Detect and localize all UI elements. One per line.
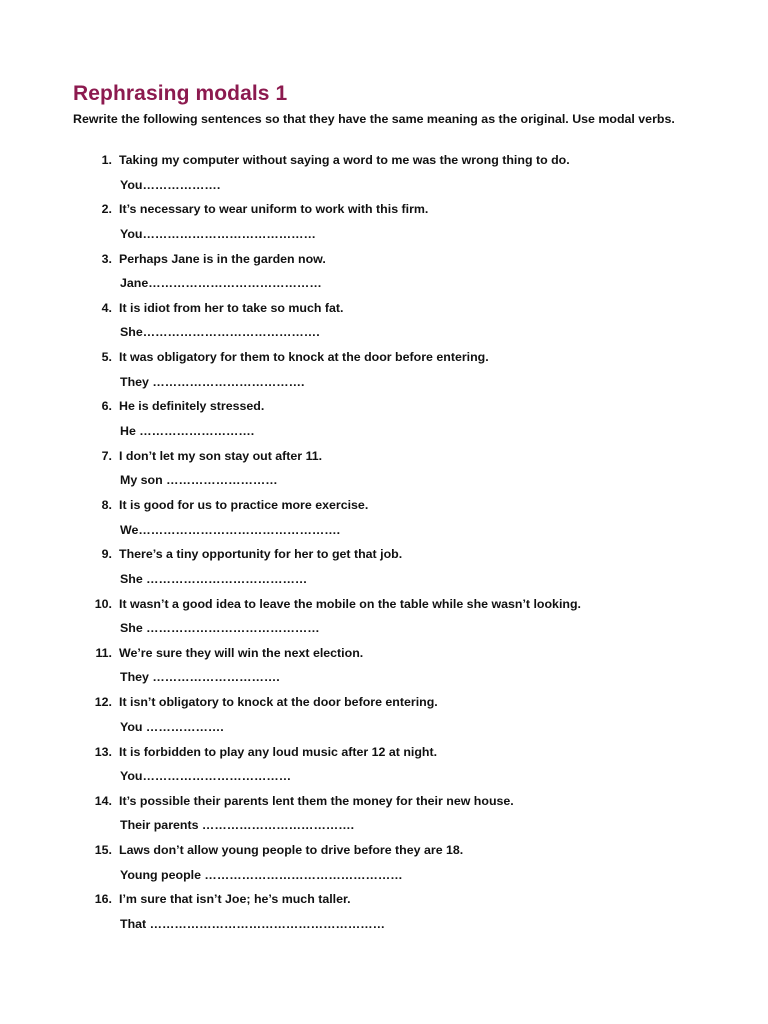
item-sentence: It wasn’t a good idea to leave the mobile on the table while she wasn’t looking. [119, 596, 581, 611]
item-number: 13. [94, 744, 112, 759]
exercise-item-6 [0, 397, 768, 446]
item-sentence: It’s possible their parents lent them the money for their new house. [119, 793, 514, 808]
item-sentence: It is good for us to practice more exercise. [119, 498, 369, 513]
item-number: 5. [101, 350, 112, 365]
exercise-item-10 [0, 595, 768, 644]
item-number: 9. [101, 547, 112, 562]
exercise-item-5 [0, 348, 768, 397]
item-sentence: It is idiot from her to take so much fat. [119, 300, 344, 315]
item-number: 12. [94, 695, 112, 710]
exercise-item-8 [0, 496, 768, 545]
item-sentence: He is definitely stressed. [119, 399, 265, 414]
exercise-item-2 [0, 200, 768, 249]
item-answer-line: Jane…………………………………… [120, 276, 322, 291]
item-answer-line: Their parents ………………………………. [120, 818, 355, 833]
item-answer-line: You ………………. [120, 719, 224, 734]
item-number: 4. [101, 300, 112, 315]
exercise-item-7 [0, 447, 768, 496]
item-sentence: It’s necessary to wear uniform to work with this firm. [119, 202, 429, 217]
item-number: 3. [101, 251, 112, 266]
item-answer-line: You…………………………………… [120, 226, 316, 241]
item-answer-line: That ………………………………………………… [120, 916, 386, 931]
item-number: 14. [94, 793, 112, 808]
item-sentence: I don’t let my son stay out after 11. [119, 448, 323, 463]
item-sentence: It isn’t obligatory to knock at the door before entering. [119, 695, 438, 710]
item-sentence: We’re sure they will win the next election. [119, 645, 364, 660]
item-answer-line: We…………………………………………. [120, 522, 341, 537]
item-number: 11. [95, 645, 112, 660]
exercise-item-13 [0, 743, 768, 792]
item-answer-line: He ………………………. [120, 423, 255, 438]
item-answer-line: You……………………………… [120, 769, 292, 784]
exercise-list [0, 151, 768, 940]
exercise-item-9 [0, 545, 768, 594]
item-number: 2. [101, 202, 112, 217]
exercise-item-16 [0, 890, 768, 939]
exercise-item-4 [0, 299, 768, 348]
item-number: 7. [101, 448, 112, 463]
exercise-item-1 [0, 151, 768, 200]
item-answer-line: She ………………………………… [120, 571, 308, 586]
item-sentence: Taking my computer without saying a word to me was the wrong thing to do. [119, 153, 570, 167]
item-answer-line: My son ……………………… [120, 473, 278, 488]
item-sentence: It is forbidden to play any loud music after 12 at night. [119, 744, 438, 759]
item-number: 16. [94, 892, 112, 907]
item-answer-line: She……………………………………. [120, 325, 320, 340]
item-number: 10. [94, 596, 112, 611]
item-sentence: I’m sure that isn’t Joe; he’s much taller. [119, 892, 351, 907]
item-number: 8. [101, 498, 112, 513]
item-number: 1. [101, 153, 112, 167]
exercise-item-14 [0, 792, 768, 841]
exercise-item-11 [0, 644, 768, 693]
item-answer-line: They ………………………………. [120, 374, 305, 389]
item-sentence: Laws don’t allow young people to drive before they are 18. [119, 843, 464, 858]
item-sentence: Perhaps Jane is in the garden now. [119, 251, 326, 266]
exercise-item-3 [0, 250, 768, 299]
exercise-item-15 [0, 841, 768, 890]
item-answer-line: She …………………………………… [120, 621, 320, 636]
item-answer-line: You………………. [120, 177, 221, 192]
instruction-text: Rewrite the following sentences so that they have the same meaning as the original. Use modal verbs. [73, 112, 675, 126]
item-number: 6. [101, 399, 112, 414]
item-sentence: There’s a tiny opportunity for her to get that job. [119, 547, 403, 562]
item-sentence: It was obligatory for them to knock at the door before entering. [119, 350, 489, 365]
exercise-item-12 [0, 693, 768, 742]
item-answer-line: They …………………………. [120, 670, 280, 685]
item-number: 15. [94, 843, 112, 858]
item-answer-line: Young people ………………………………………… [120, 867, 403, 882]
page-title: Rephrasing modals 1 [73, 82, 288, 105]
